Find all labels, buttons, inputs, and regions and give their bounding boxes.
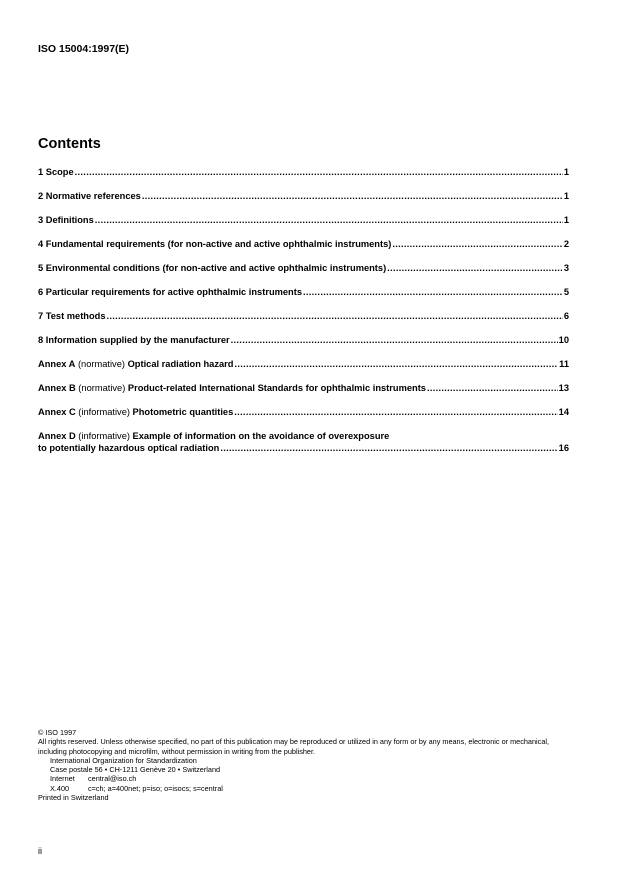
internet-contact (38, 774, 578, 783)
toc-entry-label: Annex C (38, 407, 76, 417)
toc-entry[interactable] (38, 166, 569, 178)
dot-leader (107, 310, 563, 322)
toc-entry[interactable] (38, 358, 569, 370)
copyright-block (38, 728, 578, 802)
x400-contact (38, 784, 578, 793)
toc-page-number: 16 (558, 443, 569, 453)
toc-entry-label: 2 Normative references (38, 191, 141, 201)
toc-entry-label: 4 Fundamental requirements (for non-active and active ophthalmic instruments) (38, 239, 392, 249)
toc-page-number: 10 (558, 335, 569, 345)
toc-page-number: 5 (563, 287, 569, 297)
toc-entry-title-line2: to potentially hazardous optical radiation (38, 443, 220, 453)
toc-page-number: 2 (563, 239, 569, 249)
toc-entry[interactable] (38, 238, 569, 250)
internet-value[interactable]: central@iso.ch (88, 774, 137, 784)
x400-value: c=ch; a=400net; p=iso; o=isocs; s=central (88, 783, 223, 793)
toc-page-number: 3 (563, 263, 569, 273)
toc-entry-annex-d[interactable] (38, 430, 569, 454)
toc-entry[interactable] (38, 262, 569, 274)
toc-entry-label: 3 Definitions (38, 215, 94, 225)
x400-label: X.400 (50, 783, 70, 793)
table-of-contents (38, 166, 569, 454)
dot-leader (95, 214, 563, 226)
toc-page-number: 1 (563, 215, 569, 225)
dot-leader (220, 442, 557, 454)
toc-entry-label: 7 Test methods (38, 311, 106, 321)
toc-page-number: 13 (558, 383, 569, 393)
toc-entry[interactable] (38, 190, 569, 202)
toc-entry-label: Annex A (38, 359, 76, 369)
copyright-line: © ISO 1997 (38, 728, 77, 737)
printed-in: Printed in Switzerland (38, 793, 109, 803)
toc-entry-label: 1 Scope (38, 167, 74, 177)
toc-entry[interactable] (38, 310, 569, 322)
toc-entry-title: Product-related International Standards for ophthalmic instruments (127, 383, 426, 393)
toc-entry[interactable] (38, 334, 569, 346)
toc-entry[interactable] (38, 406, 569, 418)
toc-page-number: 1 (563, 167, 569, 177)
dot-leader (387, 262, 563, 274)
toc-entry[interactable] (38, 214, 569, 226)
organization-address: Case postale 56 • CH-1211 Genève 20 • Switzerland (50, 765, 221, 775)
toc-entry-type: (normative) (75, 359, 128, 369)
organization-name: International Organization for Standardization (50, 755, 197, 765)
toc-entry-title: Example of information on the avoidance of overexposure (132, 431, 390, 441)
contents-title: Contents (38, 136, 101, 152)
toc-entry-type: (informative) (75, 431, 133, 441)
toc-page-number: 1 (563, 191, 569, 201)
rights-statement: All rights reserved. Unless otherwise specified, no part of this publication may be reproduced or utilized in any form or by any means, electronic or mechanical, including photocopying and microfilm, without permission in writing from the publisher. (38, 737, 550, 756)
dot-leader (427, 382, 558, 394)
toc-entry-title: Photometric quantities (132, 407, 234, 417)
document-id: ISO 15004:1997(E) (38, 43, 130, 55)
internet-label: Internet (50, 774, 75, 784)
dot-leader (392, 238, 562, 250)
dot-leader (234, 406, 557, 418)
toc-page-number: 6 (563, 311, 569, 321)
page-number: ii (38, 846, 42, 856)
toc-entry-type: (normative) (75, 383, 128, 393)
toc-entry[interactable] (38, 382, 569, 394)
dot-leader (234, 358, 558, 370)
toc-entry-label: 5 Environmental conditions (for non-active and active ophthalmic instruments) (38, 263, 387, 273)
toc-entry-label: 8 Information supplied by the manufacturer (38, 335, 230, 345)
toc-entry-type: (informative) (75, 407, 133, 417)
toc-entry-title: Optical radiation hazard (127, 359, 234, 369)
dot-leader (231, 334, 558, 346)
toc-page-number: 11 (559, 359, 569, 369)
toc-entry-label: 6 Particular requirements for active ophthalmic instruments (38, 287, 303, 297)
toc-page-number: 14 (558, 407, 569, 417)
dot-leader (142, 190, 563, 202)
dot-leader (303, 286, 563, 298)
dot-leader (75, 166, 563, 178)
toc-entry-label: Annex D (38, 431, 76, 441)
toc-entry-label: Annex B (38, 383, 76, 393)
toc-entry[interactable] (38, 286, 569, 298)
